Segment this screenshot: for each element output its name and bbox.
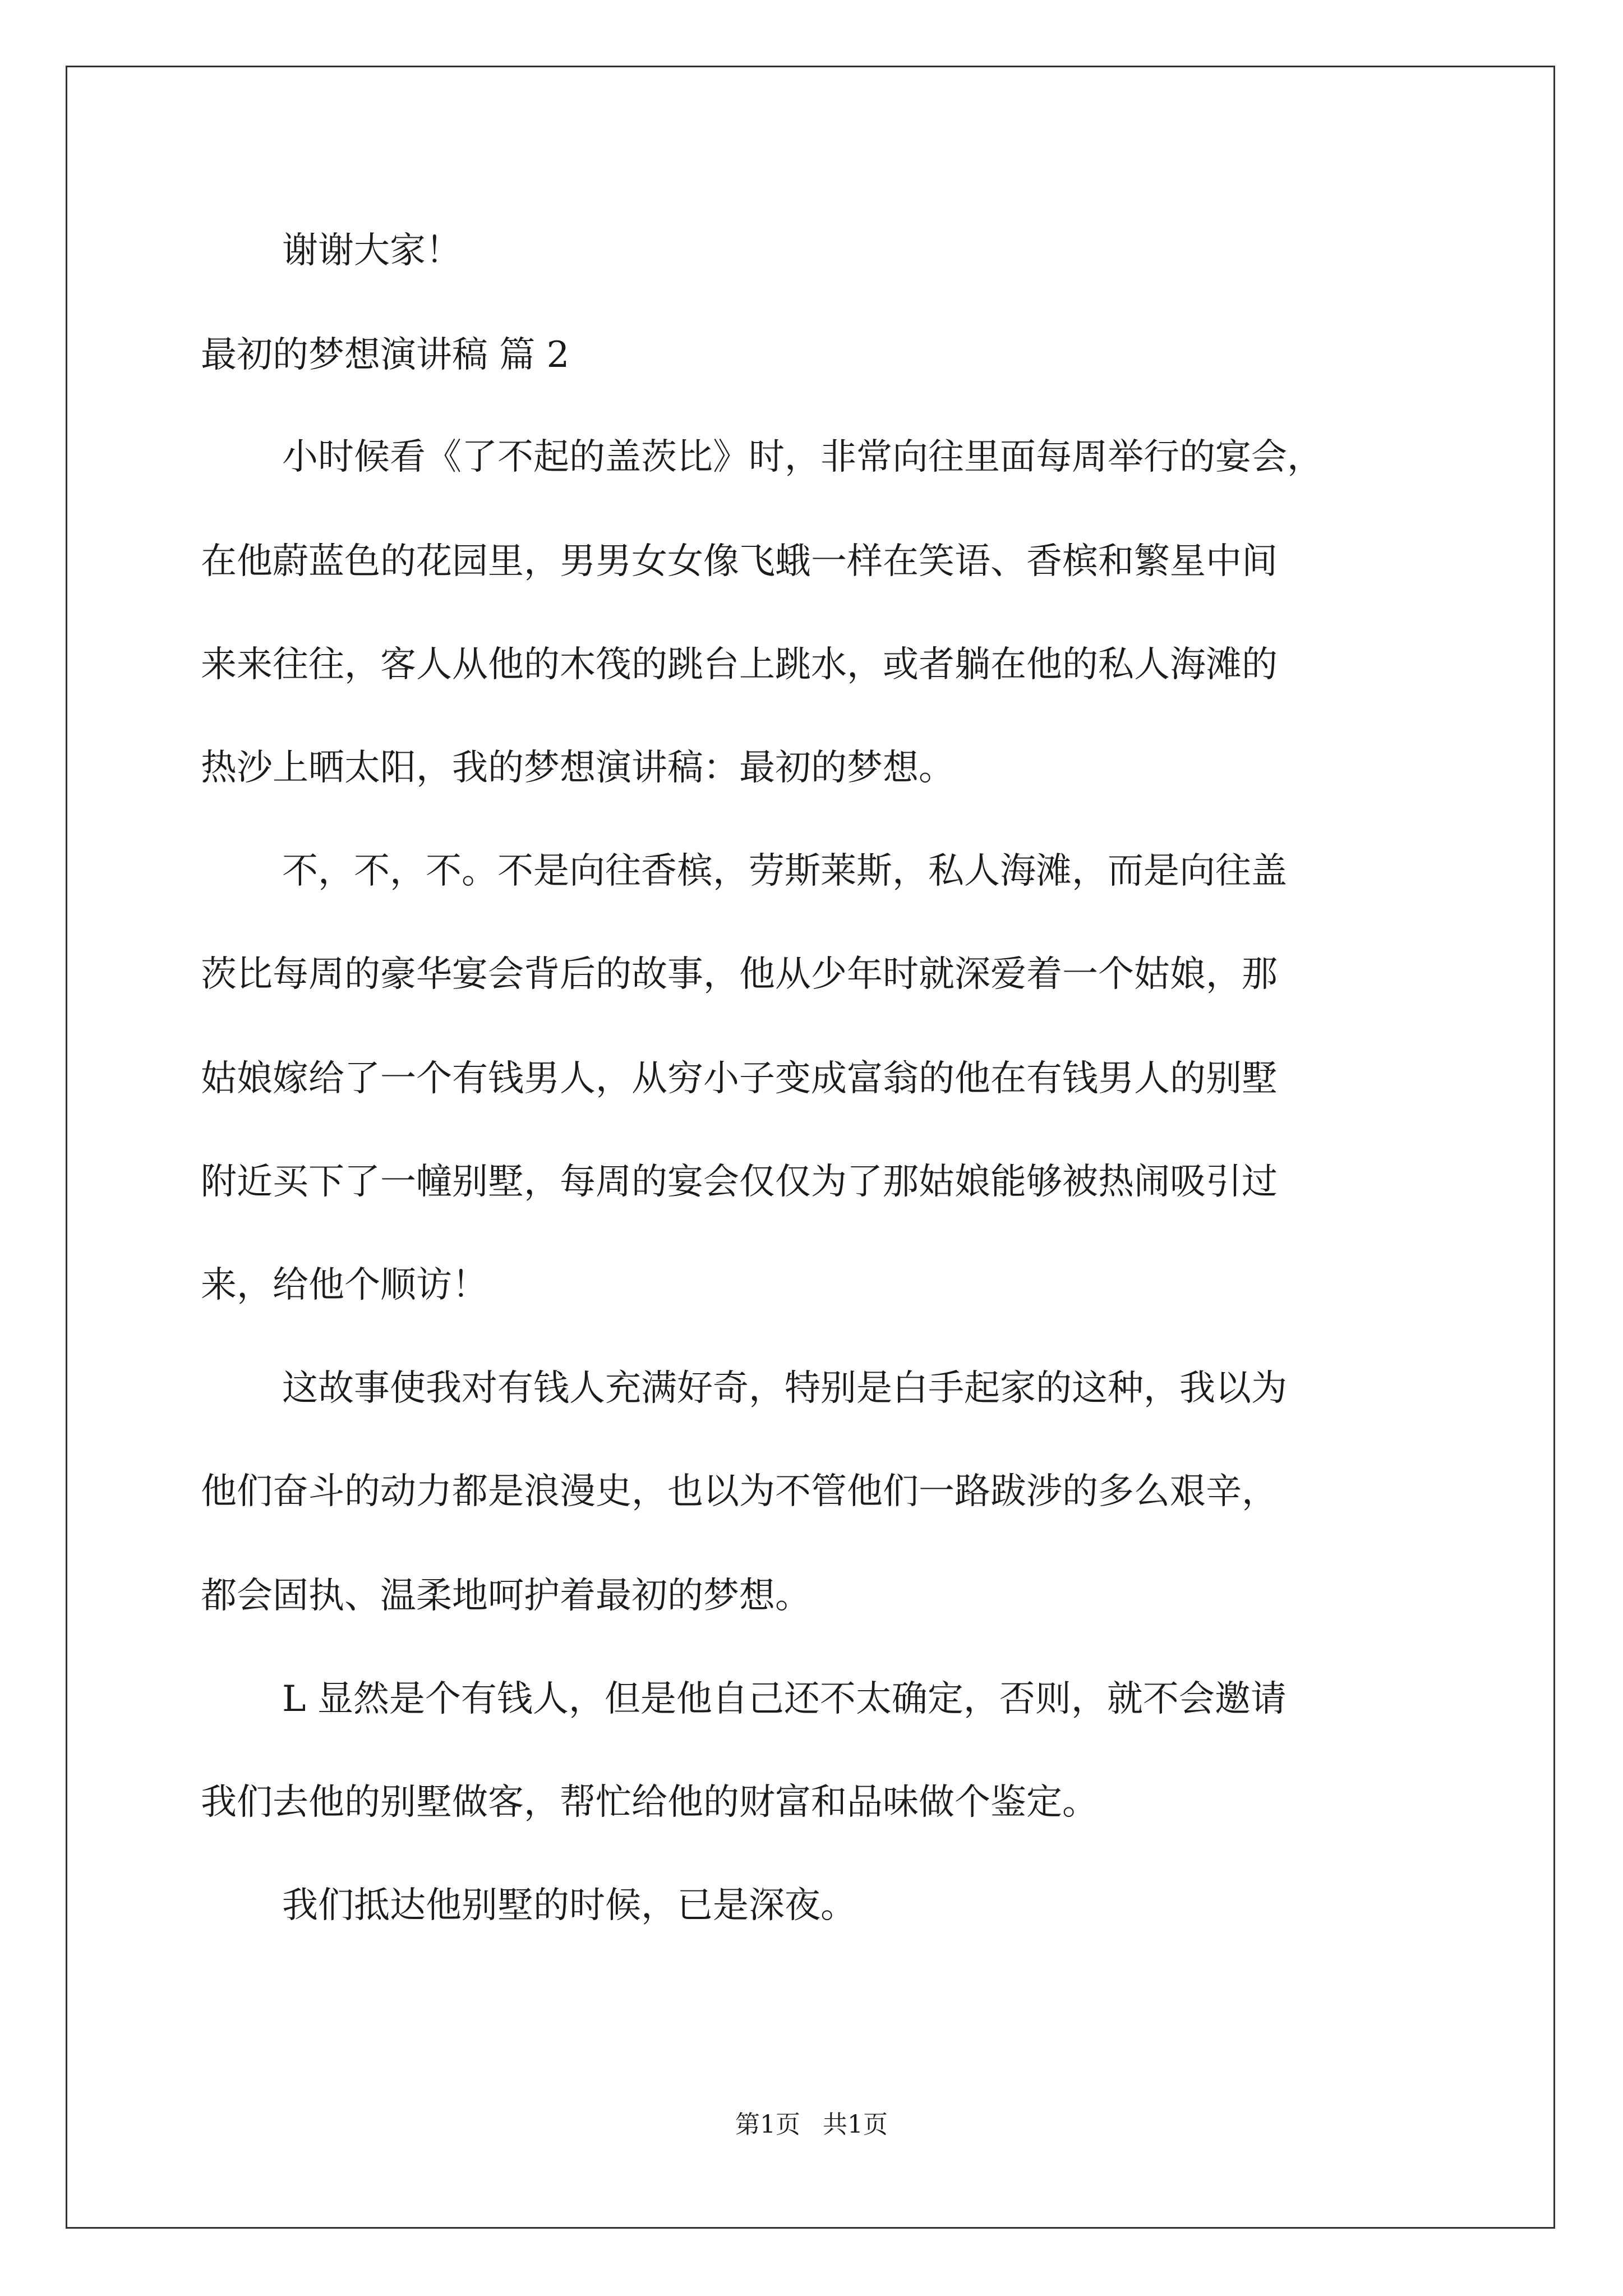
paragraph-line: 小时候看《了不起的盖茨比》时，非常向往里面每周举行的宴会， xyxy=(282,436,1323,478)
paragraph-line: 在他蔚蓝色的花园里，男男女女像飞蛾一样在笑语、香槟和繁星中间 xyxy=(201,541,1278,582)
paragraph-line: 不，不，不。不是向往香槟，劳斯莱斯，私人海滩，而是向往盖 xyxy=(282,850,1287,892)
paragraph-line: 他们奋斗的动力都是浪漫史，也以为不管他们一路跋涉的多么艰辛， xyxy=(201,1471,1278,1512)
paragraph-line: 来来往往，客人从他的木筏的跳台上跳水，或者躺在他的私人海滩的 xyxy=(201,644,1278,685)
paragraph-line: 姑娘嫁给了一个有钱男人，从穷小子变成富翁的他在有钱男人的别墅 xyxy=(201,1058,1278,1099)
paragraph-line: 我们抵达他别墅的时候，已是深夜。 xyxy=(282,1885,856,1926)
paragraph-line: 我们去他的别墅做客，帮忙给他的财富和品味做个鉴定。 xyxy=(201,1782,1098,1823)
page-total: 共1页 xyxy=(823,2110,888,2139)
paragraph-line: 热沙上晒太阳，我的梦想演讲稿：最初的梦想。 xyxy=(201,747,955,789)
closing-line: 谢谢大家！ xyxy=(282,230,462,272)
page-footer xyxy=(0,2108,1623,2142)
paragraph-line: L 显然是个有钱人，但是他自己还不太确定，否则，就不会邀请 xyxy=(282,1678,1287,1720)
paragraph-line: 附近买下了一幢别墅，每周的宴会仅仅为了那姑娘能够被热闹吸引过 xyxy=(201,1161,1278,1203)
section-heading: 最初的梦想演讲稿 篇 2 xyxy=(201,334,570,376)
paragraph-line: 来，给他个顺访！ xyxy=(201,1264,488,1306)
paragraph-line: 这故事使我对有钱人充满好奇，特别是白手起家的这种，我以为 xyxy=(282,1368,1287,1409)
paragraph-line: 茨比每周的豪华宴会背后的故事，他从少年时就深爱着一个姑娘，那 xyxy=(201,954,1278,995)
page-number: 第1页 xyxy=(735,2110,800,2139)
paragraph-line: 都会固执、温柔地呵护着最初的梦想。 xyxy=(201,1575,811,1617)
